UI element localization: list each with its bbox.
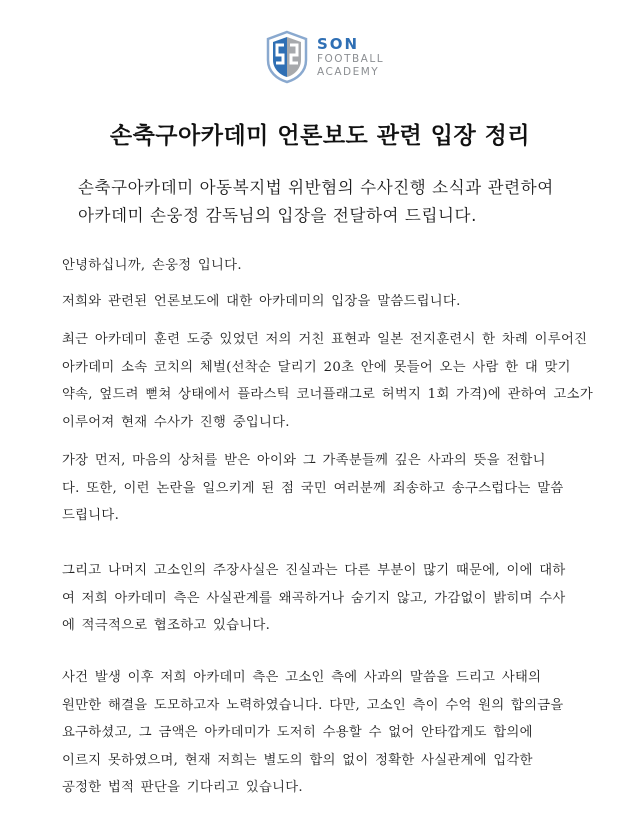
paragraph-line: 이루어져 현재 수사가 진행 중입니다. <box>62 414 290 430</box>
paragraph-line: 그리고 나머지 고소인의 주장사실은 진실과는 다른 부분이 많기 때문에, 이에 대하 <box>62 563 566 578</box>
paragraph-line: 사건 발생 이후 저희 아카데미 측은 고소인 측에 사과의 말씀을 드리고 사태의 <box>62 670 542 685</box>
logo-line-academy: ACADEMY <box>317 65 380 78</box>
logo-line-football: FOOTBALL <box>317 53 385 65</box>
paragraph-line: 안녕하십니까, 손웅정 입니다. <box>62 258 242 273</box>
subtitle-line: 아카데미 손웅정 감독님의 입장을 전달하여 드립니다. <box>78 206 477 225</box>
subtitle-line: 손축구아카데미 아동복지법 위반혐의 수사진행 소식과 관련하여 <box>78 178 554 197</box>
logo-brand: SON <box>317 35 360 53</box>
paragraph-greeting <box>62 252 582 280</box>
academy-logo <box>265 30 384 84</box>
paragraph-line: 여 저희 아카데미 측은 사실관계를 왜곡하거나 숨기지 않고, 가감없이 밝히며 수사 <box>62 590 566 606</box>
logo-wordmark <box>317 37 384 77</box>
paragraph-line: 에 적극적으로 협조하고 있습니다. <box>62 618 271 633</box>
paragraph-line: 이르지 못하였으며, 현재 저희는 별도의 합의 없이 정확한 사실관계에 입각한 <box>62 752 533 768</box>
paragraph-cooperation <box>62 557 582 640</box>
paragraph-line: 요구하셨고, 그 금액은 아카데미가 도저히 수용할 수 없어 안타깝게도 합의에 <box>62 725 533 740</box>
document-subtitle <box>78 174 620 230</box>
paragraph-intro <box>62 288 582 316</box>
paragraph-line: 최근 아카데미 훈련 도중 있었던 저의 거친 표현과 일본 전지훈련시 한 차례 이루어진 <box>62 332 588 347</box>
shield-logo-icon <box>265 30 309 84</box>
paragraph-line: 다. 또한, 이런 논란을 일으키게 된 점 국민 여러분께 죄송하고 송구스럽다는 말씀 <box>62 480 564 496</box>
paragraph-incident <box>62 326 593 436</box>
paragraph-line: 저희와 관련된 언론보도에 대한 아카데미의 입장을 말씀드립니다. <box>62 294 461 309</box>
paragraph-settlement <box>62 664 582 802</box>
paragraph-line: 가장 먼저, 마음의 상처를 받은 아이와 그 가족분들께 깊은 사과의 뜻을 전합니 <box>62 453 546 468</box>
paragraph-line: 아카데미 소속 코치의 체벌(선착순 달리기 20초 안에 못들어 오는 사람 한 대 맞기 <box>62 359 571 375</box>
paragraph-line: 원만한 해결을 도모하고자 노력하였습니다. 다만, 고소인 측이 수억 원의 합의금을 <box>62 697 564 713</box>
paragraph-line: 드립니다. <box>62 508 120 523</box>
document-title: 손축구아카데미 언론보도 관련 입장 정리 <box>109 123 531 149</box>
paragraph-line: 공정한 법적 판단을 기다리고 있습니다. <box>62 780 303 795</box>
paragraph-line: 약속, 엎드려 뻗쳐 상태에서 플라스틱 코너플래그로 허벅지 1회 가격)에 관하여 고소가 <box>62 387 593 402</box>
paragraph-apology <box>62 447 582 530</box>
